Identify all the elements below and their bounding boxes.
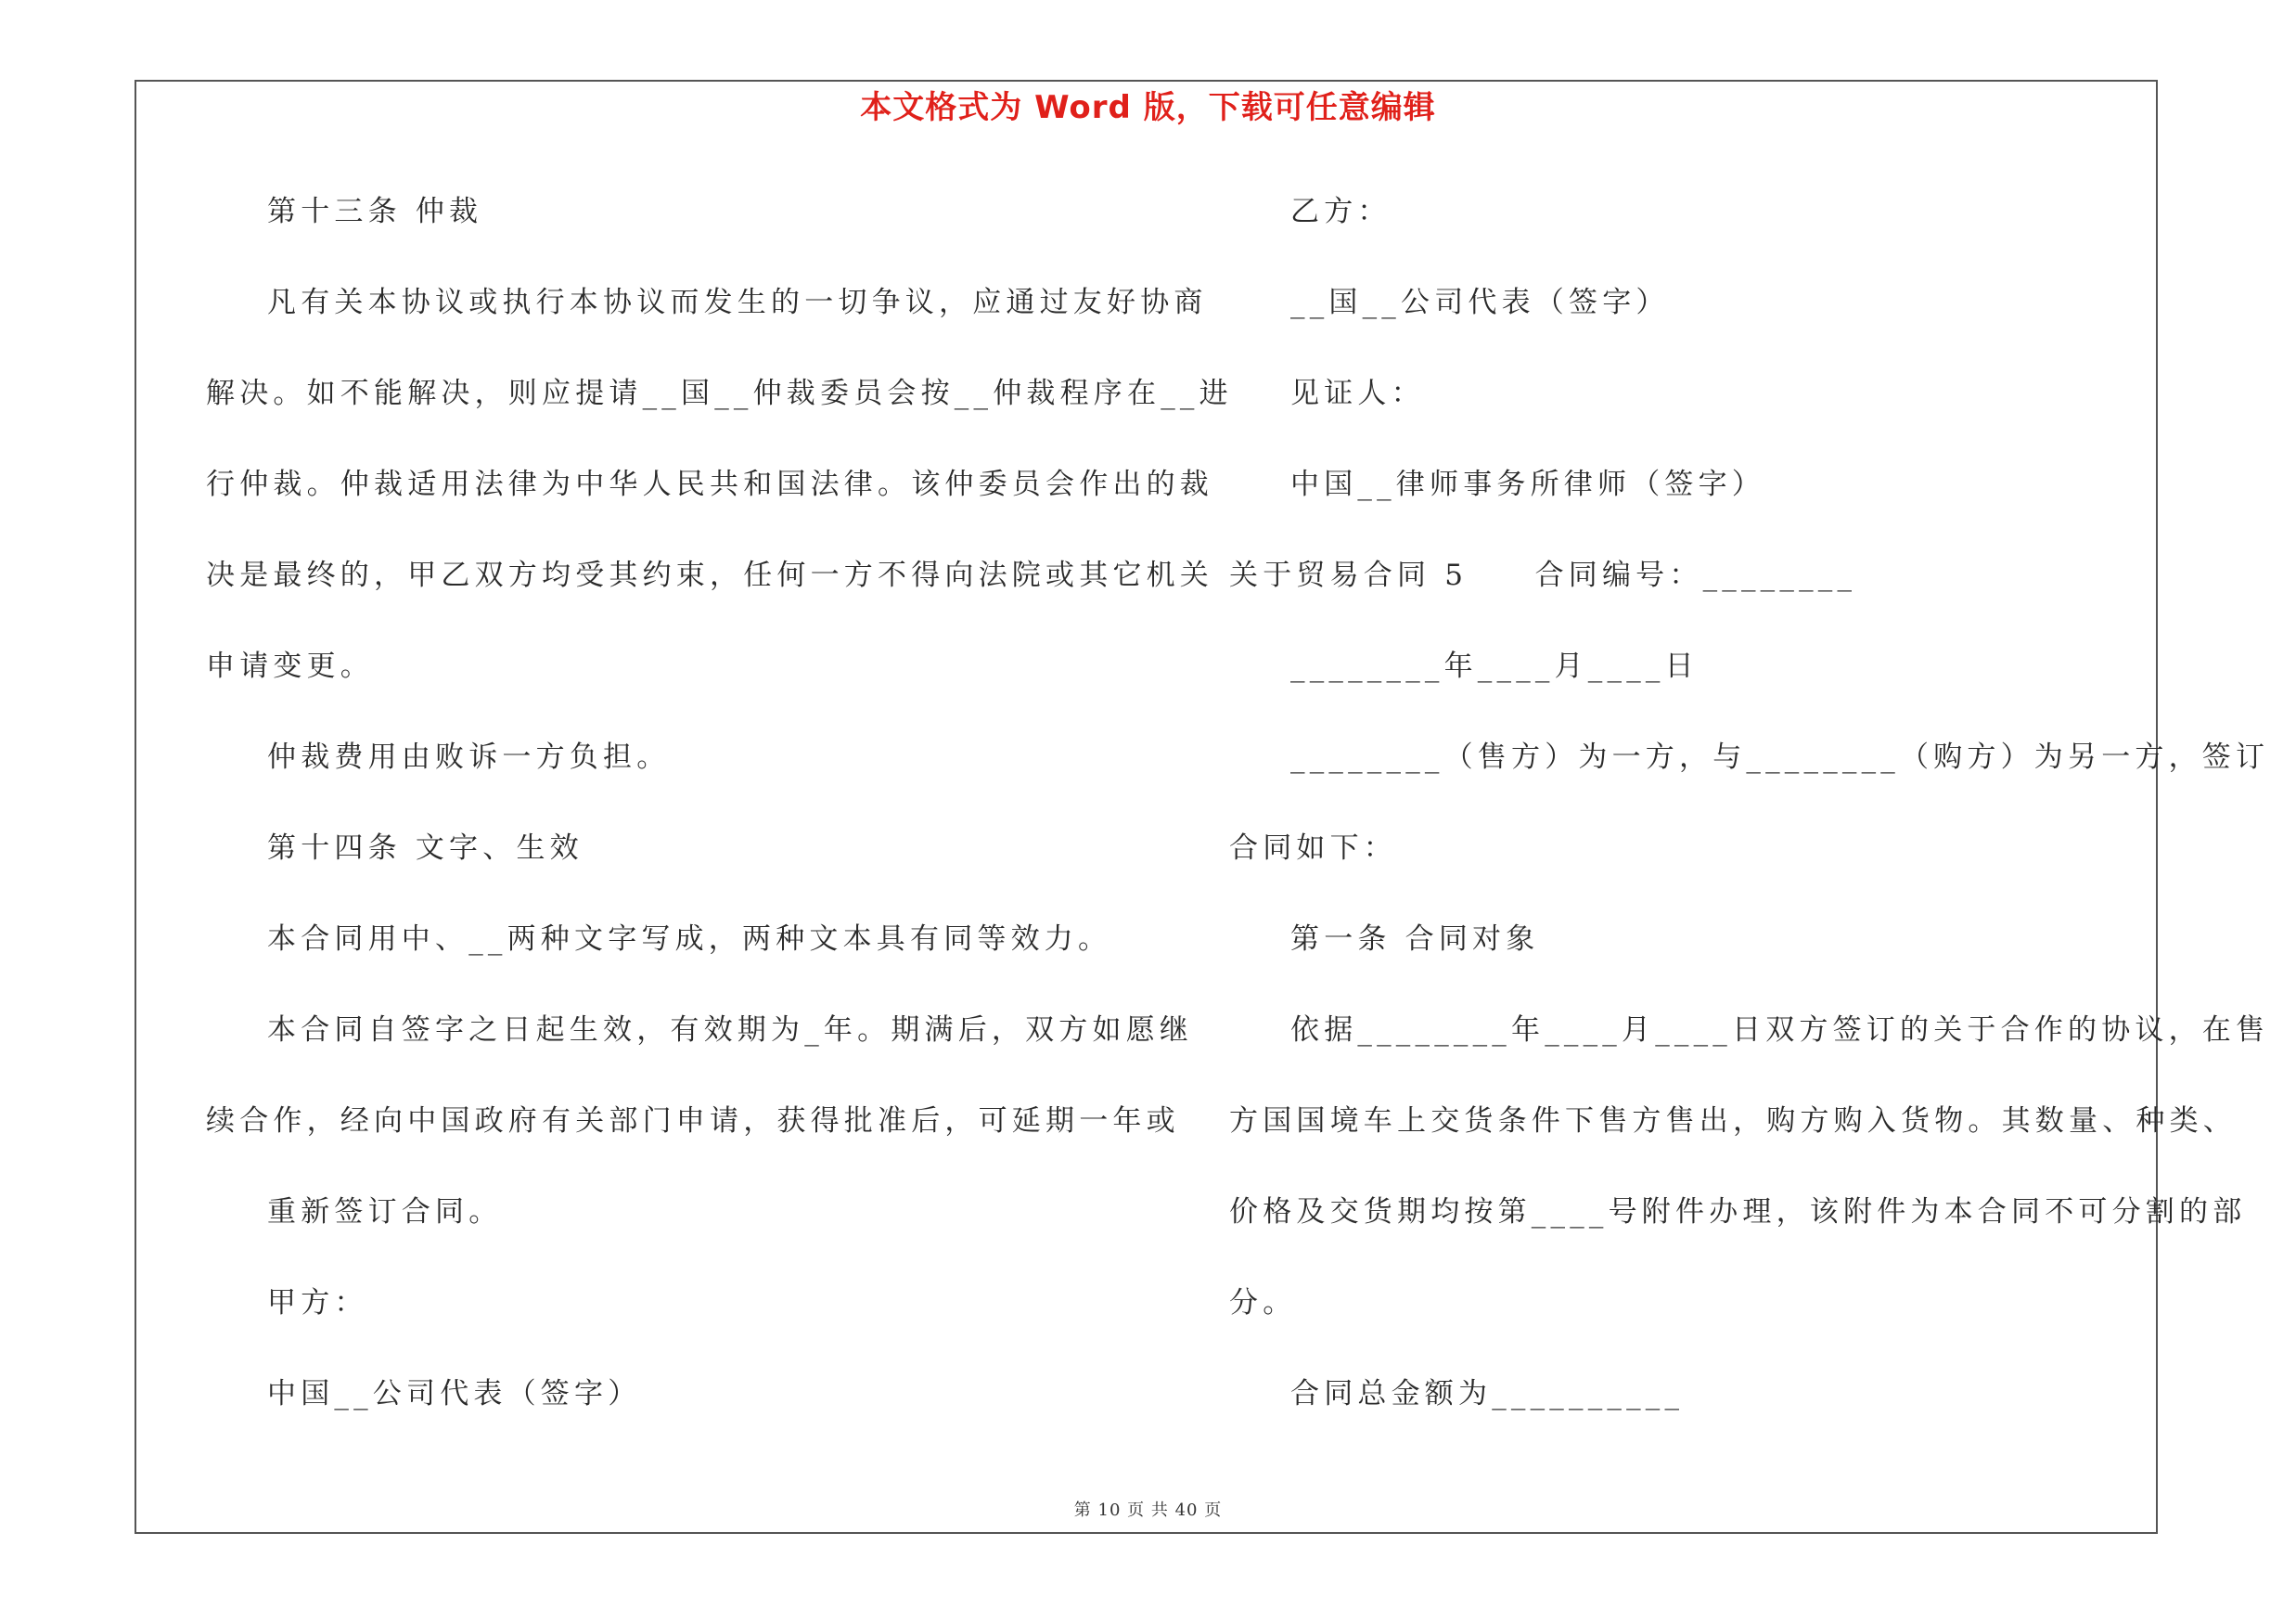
contract-date: ________年____月____日 xyxy=(1290,650,1699,683)
paragraph-line: 凡有关本协议或执行本协议而发生的一切争议，应通过友好协商 xyxy=(267,286,1208,319)
total-amount-line: 合同总金额为__________ xyxy=(1290,1377,1685,1410)
witness-label: 见证人： xyxy=(1290,377,1425,410)
paragraph-line: 本合同自签字之日起生效，有效期为_年。期满后，双方如愿继 xyxy=(267,1013,1194,1047)
paragraph-line: 依据________年____月____日双方签订的关于合作的协议，在售 xyxy=(1290,1013,2270,1047)
paragraph-line: 决是最终的，甲乙双方均受其约束，任何一方不得向法院或其它机关 xyxy=(206,559,1213,592)
party-a-signature: 中国__公司代表（签字） xyxy=(267,1377,642,1410)
party-b-label: 乙方： xyxy=(1290,195,1392,228)
document-banner: 本文格式为 Word 版，下载可任意编辑 xyxy=(860,89,1436,126)
witness-signature: 中国__律师事务所律师（签字） xyxy=(1290,468,1765,501)
paragraph-line: 分。 xyxy=(1229,1286,1297,1320)
contract-title: 关于贸易合同 5 合同编号：________ xyxy=(1229,559,1857,592)
paragraph-line: 价格及交货期均按第____号附件办理，该附件为本合同不可分割的部 xyxy=(1229,1195,2247,1229)
paragraph-line: 方国国境车上交货条件下售方售出，购方购入货物。其数量、种类、 xyxy=(1229,1104,2237,1138)
article-1-heading: 第一条 合同对象 xyxy=(1290,922,1540,956)
paragraph-line: 重新签订合同。 xyxy=(267,1195,503,1229)
paragraph-line: 合同如下： xyxy=(1229,831,1397,865)
paragraph-line: 仲裁费用由败诉一方负担。 xyxy=(267,741,671,774)
paragraph-line: 本合同用中、__两种文字写成，两种文本具有同等效力。 xyxy=(267,922,1112,956)
article-14-heading: 第十四条 文字、生效 xyxy=(267,831,584,865)
paragraph-line: ________（售方）为一方，与________（购方）为另一方，签订 xyxy=(1290,741,2270,774)
paragraph-line: 续合作，经向中国政府有关部门申请，获得批准后，可延期一年或 xyxy=(206,1104,1180,1138)
party-a-label: 甲方： xyxy=(267,1286,368,1320)
page-number: 第 10 页 共 40 页 xyxy=(1073,1501,1223,1520)
party-b-signature: __国__公司代表（签字） xyxy=(1290,286,1670,319)
paragraph-line: 行仲裁。仲裁适用法律为中华人民共和国法律。该仲委员会作出的裁 xyxy=(206,468,1213,501)
paragraph-line: 解决。如不能解决，则应提请__国__仲裁委员会按__仲裁程序在__进 xyxy=(206,377,1233,410)
paragraph-line: 申请变更。 xyxy=(206,650,374,683)
article-13-heading: 第十三条 仲裁 xyxy=(267,195,483,228)
